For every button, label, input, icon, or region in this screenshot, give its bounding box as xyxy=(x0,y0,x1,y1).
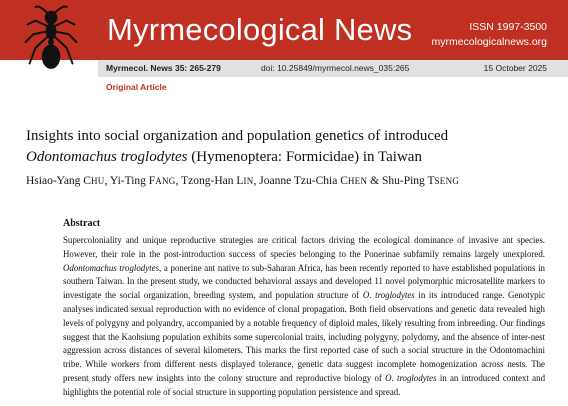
author-name: Joanne Tzu-Chia CHEN xyxy=(259,175,368,187)
abstract-text: Supercoloniality and unique reproductive strategies are critical factors driving the ecological dominance of invasive ant species. However, their role in the post-introduction success of species belonging to the Ponerinae subfamily remains largely unexplored. Odontomachus troglodytes, a ponerine ant native to sub-Saharan Africa, has been recently reported to have established populations in southern Taiwan. In the present study, we conducted behavioral assays and developed 11 novel polymorphic microsatellite markers to investigate the social organization, breeding system, and population structure of O. troglodytes in its introduced range. Genotypic analyses indicated sexual reproduction with no evidence of clonal propagation. Both field observations and genetic data revealed high levels of polygyny and polyandry, accompanied by a notable frequency of diploid males, likely resulting from inbreeding. Our findings suggest that the Kaohsiung population exhibits some supercolonial traits, including polygyny, polydomy, and the absence of inter-nest aggression across distances of several kilometers. This marks the first reported case of such a social structure in the Odontomachini tribe. While workers from different nests displayed tolerance, genetic data suggest incomplete homogenization across nests. The present study offers new insights into the colony structure and reproductive biology of O. troglodytes in an introduced context and highlights the potential role of social structure in supporting population persistence and spread. xyxy=(63,235,546,397)
ant-icon xyxy=(14,3,92,81)
abstract-heading: Abstract xyxy=(63,218,101,229)
author-name: Shu-Ping TSENG xyxy=(381,175,460,187)
issn-block xyxy=(431,20,547,50)
citation-bar xyxy=(98,60,568,77)
citation: Myrmecol. News 35: 265-279 xyxy=(106,63,221,73)
journal-website[interactable]: myrmecologicalnews.org xyxy=(431,36,547,48)
issn-number: ISSN 1997-3500 xyxy=(469,21,547,33)
doi-link[interactable]: doi: 10.25849/myrmecol.news_035:265 xyxy=(261,63,410,73)
author-name: Hsiao-Yang CHU xyxy=(26,175,105,187)
journal-banner xyxy=(0,0,568,60)
publication-date: 15 October 2025 xyxy=(483,63,547,73)
article-title xyxy=(26,126,556,168)
author-name: Yi-Ting FANG xyxy=(109,175,176,187)
title-part2: (Hymenoptera: Formicidae) in Taiwan xyxy=(187,149,422,165)
author-name: Tzong-Han LIN xyxy=(181,175,254,187)
title-species: Odontomachus troglodytes xyxy=(26,149,188,165)
title-part1: Insights into social organization and population genetics of introduced xyxy=(26,128,449,144)
article-type: Original Article xyxy=(106,82,167,92)
journal-name: Myrmecological News xyxy=(107,12,413,47)
author-list: Hsiao-Yang CHU, Yi-Ting FANG, Tzong-Han LIN, Joanne Tzu-Chia CHEN & Shu-Ping TSENG xyxy=(26,175,460,187)
